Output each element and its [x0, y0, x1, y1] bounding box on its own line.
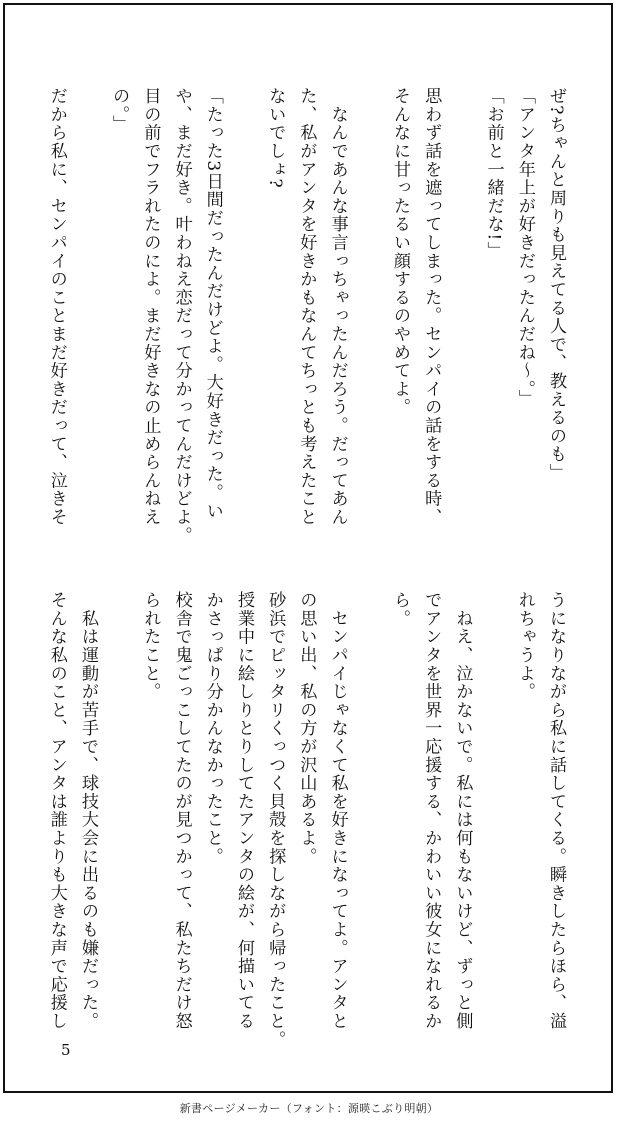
- text-line: ぜ?ちゃんと周りも見えてる人で、教えるのも」: [546, 87, 566, 482]
- footer-credit: 新書ページメーカー（フォント：源暎こぶり明朝）: [179, 1102, 439, 1115]
- text-line: センパイじゃなくて私を好きになってよ。アンタと: [327, 591, 348, 1031]
- text-line: でアンタを世界一応援する、かわいい彼女になれるか: [421, 591, 442, 1031]
- text-line: 授業中に絵しりとりしてたアンタの絵が、何描いてる: [233, 591, 254, 1031]
- text-line: 私は運動が苦手で、球技大会に出るのも嫌だった。: [77, 591, 98, 1031]
- page-number: 5: [61, 1041, 71, 1059]
- text-line: 目の前でフラれたのによ。まだ好きなの止めらんねえ: [140, 87, 161, 527]
- text-line: た、私がアンタを好きかもなんてちっとも考えたこと: [296, 87, 317, 527]
- text-line: だから私に、センパイのことまだ好きだって、泣きそ: [46, 87, 67, 527]
- text-line: ないでしょ?: [265, 87, 286, 189]
- page-frame: [3, 3, 613, 1093]
- text-line: なんであんな事言っちゃったんだろう。だってあん: [327, 87, 348, 527]
- text-line: 「アンタ年上が好きだったんだね〜。」: [514, 87, 535, 408]
- text-line: そんな私のこと、アンタは誰よりも大きな声で応援し: [46, 591, 67, 1031]
- text-line: 「たった3日間だったんだけどよ。大好きだった。い: [202, 87, 223, 520]
- text-line: ら。: [389, 591, 410, 628]
- text-line: の。」: [109, 87, 130, 134]
- text-line: 校舎で鬼ごっこしてたのが見つかって、私たちだけ怒: [171, 591, 192, 1031]
- text-line: られたこと。: [140, 591, 161, 701]
- text-line: 砂浜でピッタリくっつく貝殻を探しながら帰ったこと。: [265, 591, 286, 1049]
- text-line: かさっぱり分かんなかったこと。: [202, 591, 223, 866]
- text-block-bottom: [46, 591, 571, 1049]
- text-line: 思わず話を遮ってしまった。センパイの話をする時、: [421, 87, 442, 527]
- text-line: や、まだ好き。叶わねえ恋だって分かってんだけどよ。: [171, 87, 192, 545]
- text-block-top: [46, 87, 571, 545]
- text-line: 「お前と一緒だな!」: [483, 87, 504, 260]
- text-line: うになりながら私に話してくる。瞬きしたらほら、溢: [546, 591, 566, 1031]
- text-line: れちゃうよ。: [514, 591, 535, 701]
- text-line: ねえ、泣かないで。私には何もないけど、ずっと側: [452, 591, 473, 1031]
- text-line: そんなに甘ったるい顔するのやめてよ。: [389, 87, 410, 417]
- text-line: の思い出、私の方が沢山あるよ。: [296, 591, 317, 866]
